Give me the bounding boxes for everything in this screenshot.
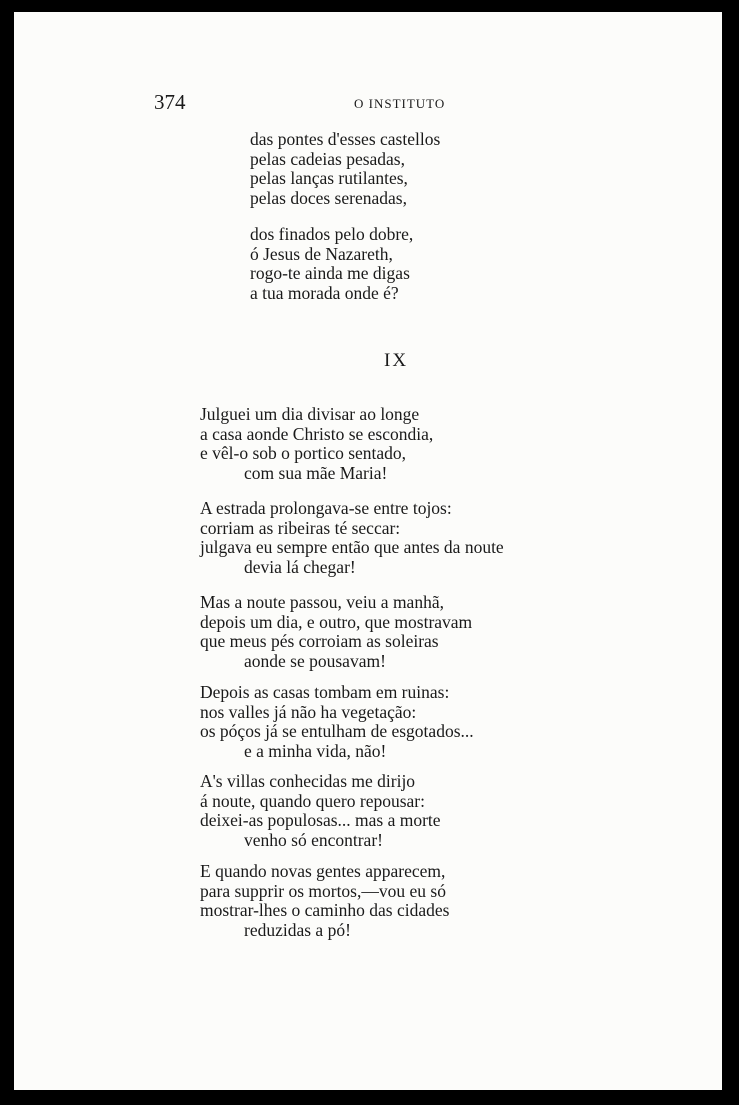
stanza-2 (250, 225, 413, 303)
verse-line: pelas cadeias pesadas, (250, 148, 405, 169)
verse-line: para supprir os mortos,—vou eu só (200, 880, 446, 901)
verse-line: A estrada prolongava-se entre tojos: (200, 498, 452, 518)
section-heading: IX (384, 350, 409, 371)
verse-line: que meus pés corroiam as soleiras (200, 631, 439, 651)
verse-line: pelas doces serenadas, (250, 187, 407, 208)
verse-line: e vêl-o sob o portico sentado, (200, 443, 407, 463)
verse-line: os póços já se entulham de esgotados... (200, 721, 474, 741)
verse-line: ó Jesus de Nazareth, (250, 243, 393, 264)
verse-line: com sua mãe Maria! (244, 462, 388, 483)
verse-line: dos finados pelo dobre, (250, 224, 414, 244)
verse-line: corriam as ribeiras té seccar: (200, 517, 401, 538)
verse-line: Mas a noute passou, veiu a manhã, (200, 592, 444, 612)
stanza-ix-3 (200, 593, 472, 671)
verse-line: mostrar-lhes o caminho das cidades (200, 900, 450, 920)
verse-line: aonde se pousavam! (244, 650, 386, 671)
verse-line: venho só encontrar! (244, 829, 383, 850)
verse-line: A's villas conhecidas me dirijo (200, 771, 416, 791)
verse-line: julgava eu sempre então que antes da noute (200, 537, 504, 557)
stanza-ix-1 (200, 405, 433, 483)
running-title: O INSTITUTO (354, 96, 446, 111)
verse-line: Julguei um dia divisar ao longe (200, 404, 420, 424)
verse-line: rogo-te ainda me digas (250, 263, 410, 283)
verse-line: devia lá chegar! (244, 556, 356, 577)
page-number: 374 (154, 90, 186, 114)
verse-line: pelas lanças rutilantes, (250, 168, 408, 188)
stanza-ix-4 (200, 683, 474, 761)
stanza-ix-2 (200, 499, 504, 577)
verse-line: e a minha vida, não! (244, 740, 387, 761)
verse-line: a casa aonde Christo se escondia, (200, 423, 434, 444)
verse-line: Depois as casas tombam em ruinas: (200, 682, 450, 702)
stanza-1 (250, 130, 440, 208)
verse-line: reduzidas a pó! (244, 919, 351, 940)
verse-line: E quando novas gentes apparecem, (200, 861, 446, 881)
verse-line: das pontes d'esses castellos (250, 129, 441, 149)
stanza-ix-6 (200, 862, 449, 940)
book-page (14, 12, 722, 1090)
verse-line: deixei-as populosas... mas a morte (200, 810, 441, 830)
verse-line: nos valles já não ha vegetação: (200, 701, 417, 722)
verse-line: á noute, quando quero repousar: (200, 790, 425, 811)
stanza-ix-5 (200, 772, 441, 850)
running-header (154, 90, 642, 116)
verse-line: depois um dia, e outro, que mostravam (200, 611, 473, 632)
verse-line: a tua morada onde é? (250, 282, 399, 303)
